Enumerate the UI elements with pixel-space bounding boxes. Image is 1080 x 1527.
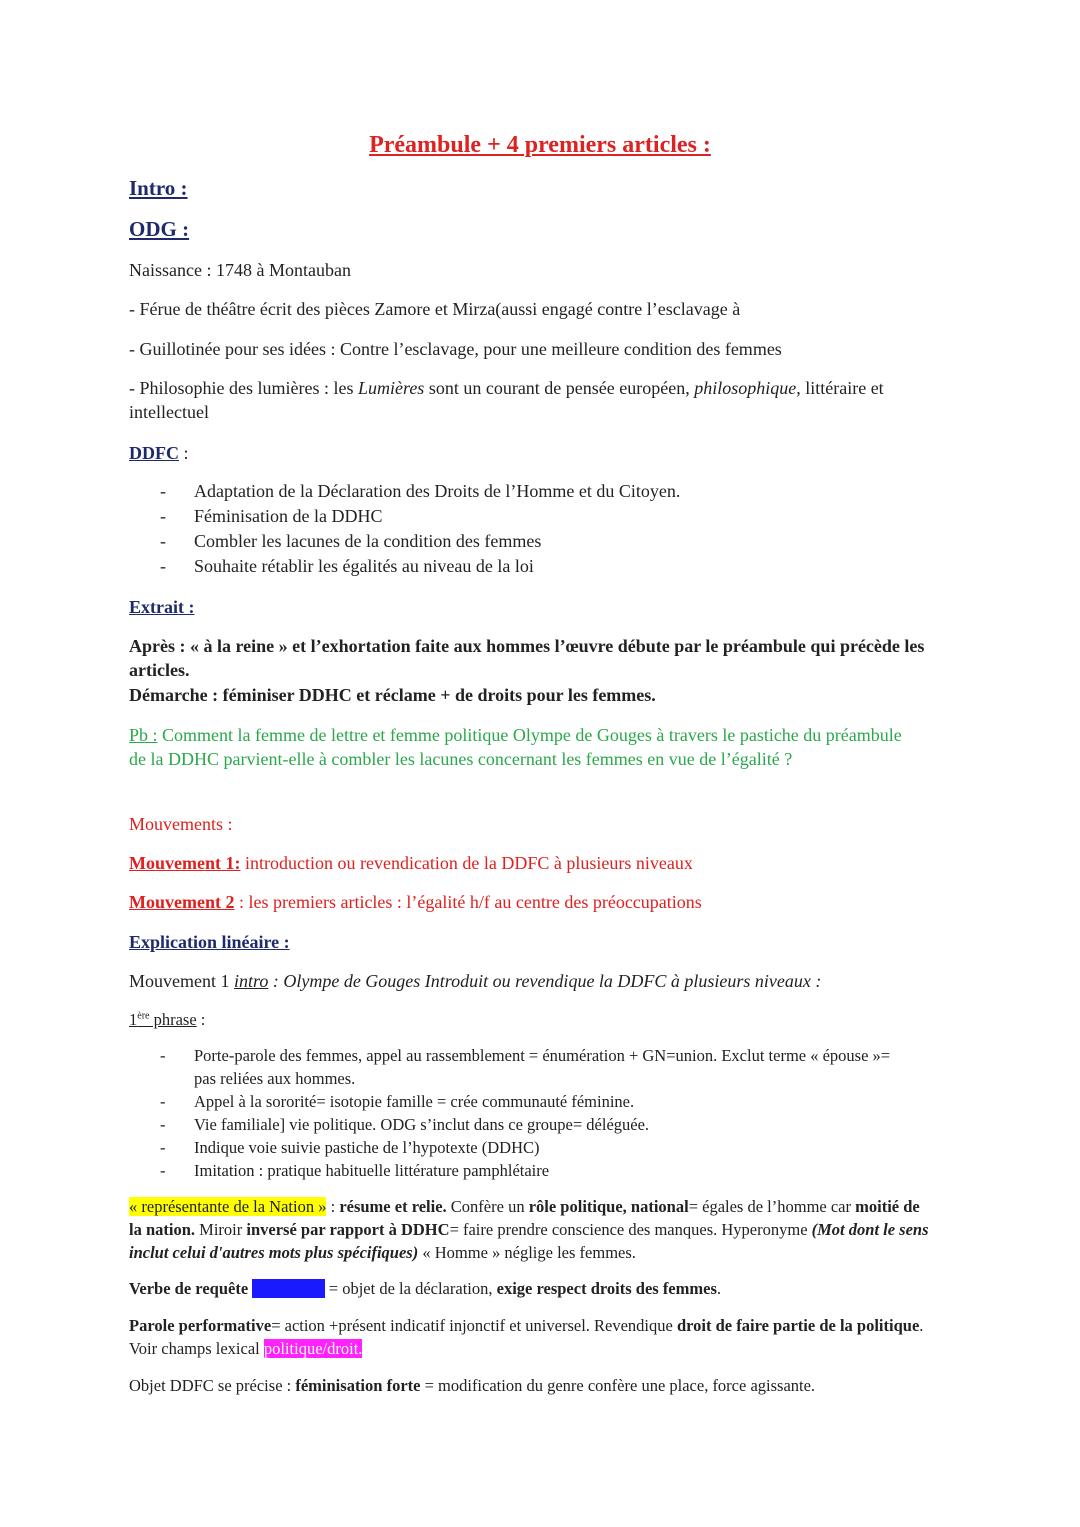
extrait-demarche: Démarche : féminiser DDHC et réclame + de droits pour les femmes. — [129, 685, 656, 705]
list-item: - Combler les lacunes de la condition des femmes — [160, 529, 940, 554]
list-item: - Imitation : pratique habituelle littérature pamphlétaire — [160, 1159, 900, 1182]
odg-line-theatre: - Férue de théâtre écrit des pièces Zamore et Mirza(aussi engagé contre l’esclavage à — [129, 299, 741, 319]
ddfc-list — [160, 479, 940, 579]
highlight-yellow: « représentante de la Nation » — [129, 1197, 327, 1216]
odg-line-lumieres: - Philosophie des lumières : les Lumières sont un courant de pensée européen, philosophique, littéraire et intellectuel — [129, 378, 884, 422]
ddfc-heading: DDFC : — [129, 443, 189, 463]
page-title: Préambule + 4 premiers articles : — [369, 132, 711, 158]
note-representante: « représentante de la Nation » : résume et relie. Confère un rôle politique, national= égales de l’homme car moitié de la nation. Miroir inversé par rapport à DDHC= faire prendre conscience des manques. Hyperonyme (Mot dont le sens inclut celui d'autres mots plus spécifiques) « Homme » néglige les femmes. — [129, 1197, 929, 1262]
list-item: - Appel à la sororité= isotopie famille = crée communauté féminine. — [160, 1090, 900, 1113]
mouvement-1: Mouvement 1: introduction ou revendication de la DDFC à plusieurs niveaux — [129, 853, 693, 873]
odg-line-guillotine: - Guillotinée pour ses idées : Contre l’esclavage, pour une meilleure condition des femmes — [129, 339, 782, 359]
phrase-analysis-list — [160, 1044, 900, 1182]
note-objet: Objet DDFC se précise : féminisation forte = modification du genre confère une place, force agissante. — [129, 1376, 816, 1395]
odg-birth: Naissance : 1748 à Montauban — [129, 260, 351, 280]
list-item: - Adaptation de la Déclaration des Droits de l’Homme et du Citoyen. — [160, 479, 940, 504]
intro-heading: Intro : — [129, 176, 188, 200]
mouvement-1-intro: Mouvement 1 intro : Olympe de Gouges Introduit ou revendique la DDFC à plusieurs niveaux : — [129, 971, 822, 991]
note-verbe: Verbe de requête demandent = objet de la déclaration, exige respect droits des femmes. — [129, 1279, 721, 1298]
explication-heading: Explication linéaire : — [129, 932, 290, 952]
list-item: - Porte-parole des femmes, appel au rassemblement = énumération + GN=union. Exclut terme « épouse »= pas reliées aux hommes. — [160, 1044, 900, 1090]
list-item: - Indique voie suivie pastiche de l’hypotexte (DDHC) — [160, 1136, 900, 1159]
highlight-magenta: politique/droit. — [263, 1339, 363, 1358]
list-item: - Vie familiale] vie politique. ODG s’inclut dans ce groupe= déléguée. — [160, 1113, 900, 1136]
list-item: - Souhaite rétablir les égalités au niveau de la loi — [160, 554, 940, 579]
problematique: Pb : Comment la femme de lettre et femme politique Olympe de Gouges à travers le pastiche du préambule de la DDHC parvient-elle à combler les lacunes concernant les femmes en vue de l’égalité ? — [129, 725, 902, 769]
mouvements-heading: Mouvements : — [129, 814, 233, 834]
extrait-apres: Après : « à la reine » et l’exhortation faite aux hommes l’œuvre débute par le préambule qui précède les articles. — [129, 636, 925, 680]
extrait-heading: Extrait : — [129, 597, 195, 617]
note-parole: Parole performative= action +présent indicatif injonctif et universel. Revendique droit de faire partie de la politique. Voir champs lexical politique/droit. — [129, 1316, 924, 1358]
list-item: - Féminisation de la DDHC — [160, 504, 940, 529]
highlight-blue: demandent — [252, 1279, 325, 1298]
odg-heading: ODG : — [129, 217, 190, 241]
mouvement-2: Mouvement 2 : les premiers articles : l’égalité h/f au centre des préoccupations — [129, 892, 702, 912]
premiere-phrase: 1ère phrase : — [129, 1010, 206, 1029]
